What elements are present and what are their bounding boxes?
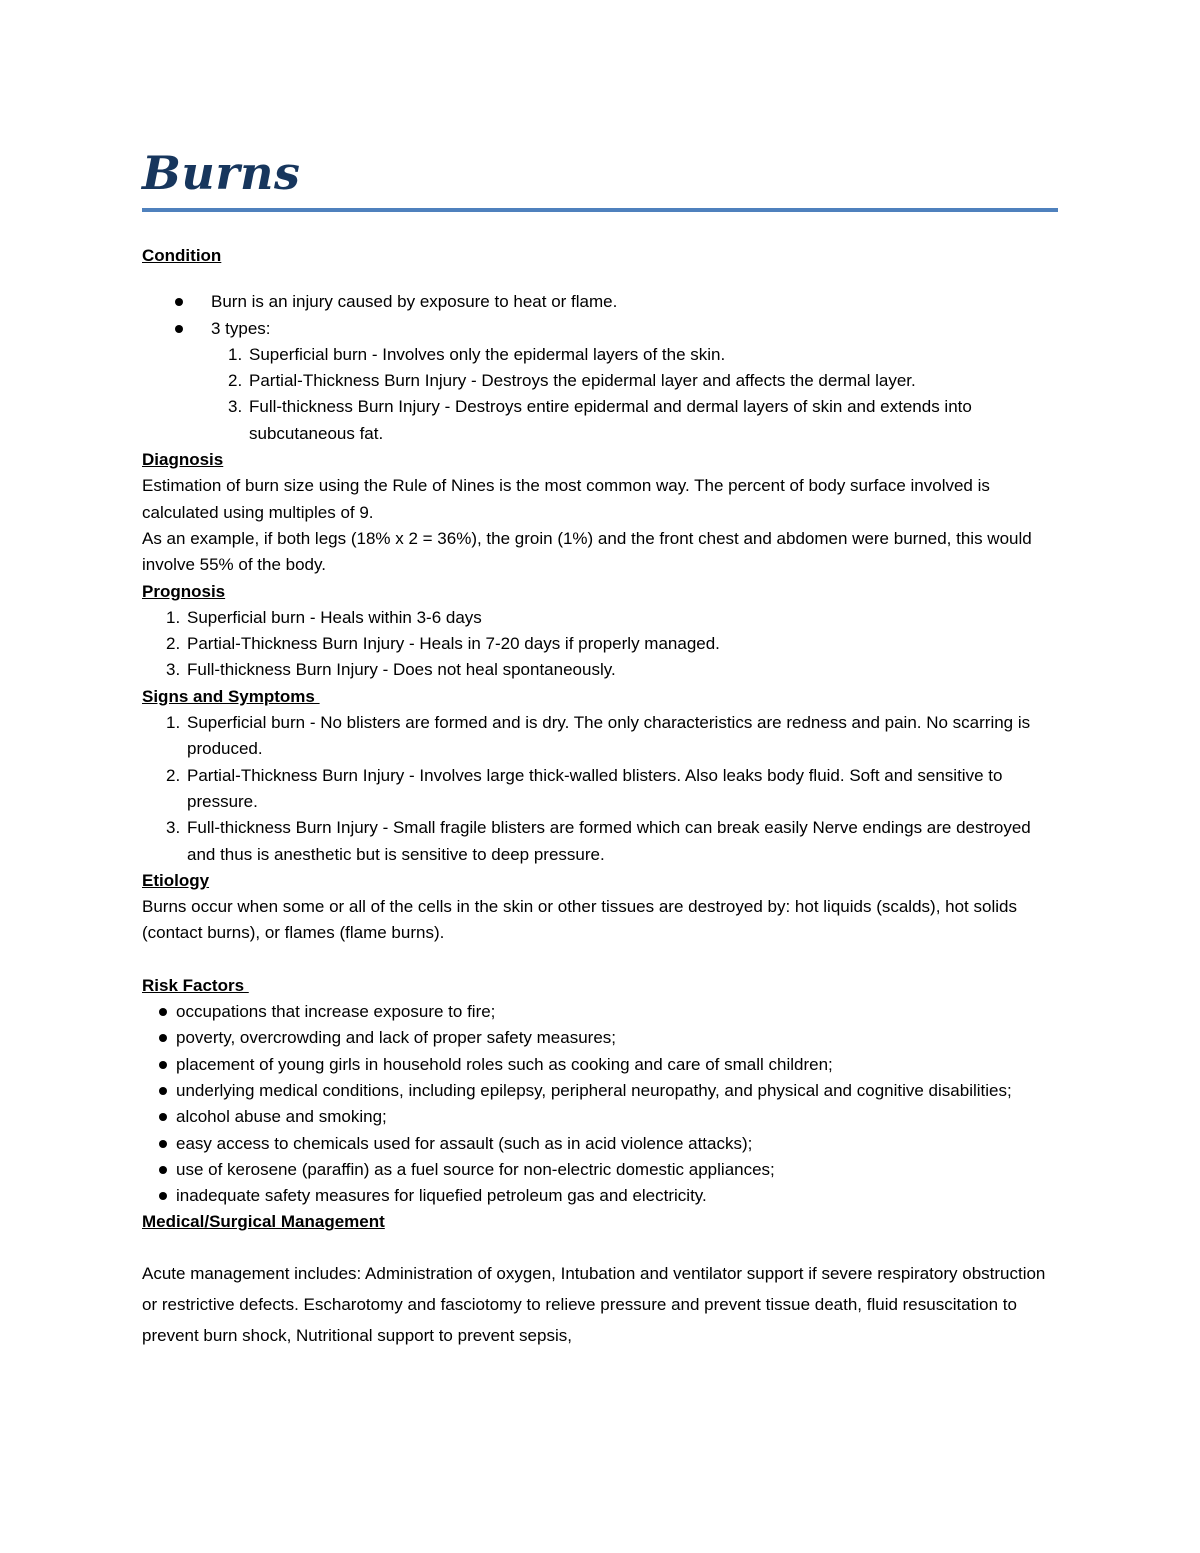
list-item: use of kerosene (paraffin) as a fuel source for non-electric domestic appliances;: [142, 1157, 1062, 1183]
etiology-section: [142, 868, 1062, 947]
signs-symptoms-heading: Signs and Symptoms: [142, 686, 320, 706]
list-item: alcohol abuse and smoking;: [142, 1104, 1062, 1130]
etiology-paragraph: Burns occur when some or all of the cells in the skin or other tissues are destroyed by: hot liquids (scalds), hot solids (contact burns), or flames (flame burns).: [142, 897, 1017, 943]
prognosis-list: [142, 605, 1062, 684]
bullet-icon: [159, 1192, 167, 1200]
list-item: 2. Partial-Thickness Burn Injury - Heals in 7-20 days if properly managed.: [166, 634, 720, 654]
prognosis-section: [142, 579, 1062, 684]
list-item: 1. Superficial burn - No blisters are formed and is dry. The only characteristics are redness and pain. No scarring is produced.: [166, 713, 1031, 759]
signs-symptoms-list: [142, 710, 1062, 868]
document-page: [142, 140, 1062, 1351]
list-item: 1. Superficial burn - Involves only the epidermal layers of the skin.: [228, 344, 726, 364]
risk-factors-heading: Risk Factors: [142, 975, 249, 995]
risk-factors-list: [142, 999, 1062, 1209]
list-item: easy access to chemicals used for assault (such as in acid violence attacks);: [142, 1131, 1062, 1157]
burn-types-list: [142, 342, 1062, 447]
bullet-icon: [175, 325, 183, 333]
list-item: occupations that increase exposure to fire;: [142, 999, 1062, 1025]
bullet-icon: [159, 1113, 167, 1121]
list-item: 2. Partial-Thickness Burn Injury - Destroys the epidermal layer and affects the dermal layer.: [228, 371, 916, 391]
list-item: 2. Partial-Thickness Burn Injury - Involves large thick-walled blisters. Also leaks body fluid. Soft and sensitive to pressure.: [166, 765, 1003, 811]
list-item: placement of young girls in household roles such as cooking and care of small children;: [142, 1052, 1062, 1078]
diagnosis-section: [142, 447, 1062, 578]
signs-symptoms-section: [142, 684, 1062, 868]
list-item: 3. Full-thickness Burn Injury - Destroys entire epidermal and dermal layers of skin and extends into subcutaneous fat.: [228, 397, 972, 443]
management-heading: Medical/Surgical Management: [142, 1212, 385, 1232]
bullet-icon: [159, 1034, 167, 1042]
management-paragraph: Acute management includes: Administration of oxygen, Intubation and ventilator support if severe respiratory obstruction or restrictive defects. Escharotomy and fasciotomy to relieve pressure and prevent tissue death, fluid resuscitation to prevent burn shock, Nutritional support to prevent sepsis,: [142, 1263, 1046, 1345]
bullet-icon: [159, 1087, 167, 1095]
list-item: poverty, overcrowding and lack of proper safety measures;: [142, 1025, 1062, 1051]
management-section: [142, 1209, 1062, 1350]
condition-section: [142, 243, 1062, 447]
bullet-icon: [175, 298, 183, 306]
diagnosis-example-paragraph: As an example, if both legs (18% x 2 = 36%), the groin (1%) and the front chest and abdomen were burned, this would involve 55% of the body.: [142, 528, 1032, 575]
risk-factors-section: [142, 973, 1062, 1210]
diagnosis-paragraph: Estimation of burn size using the Rule of Nines is the most common way. The percent of body surface involved is calculated using multiples of 9.: [142, 476, 990, 522]
list-item: 3 types:: [142, 316, 1062, 342]
list-item: Burn is an injury caused by exposure to heat or flame.: [142, 289, 1062, 315]
list-item: inadequate safety measures for liquefied petroleum gas and electricity.: [142, 1183, 1062, 1209]
page-title: Burns: [142, 146, 301, 200]
title-underline-rule: [142, 208, 1058, 212]
diagnosis-heading: Diagnosis: [142, 450, 224, 470]
condition-heading: Condition: [142, 246, 222, 265]
bullet-icon: [159, 1140, 167, 1148]
etiology-heading: Etiology: [142, 870, 210, 890]
bullet-icon: [159, 1008, 167, 1016]
condition-bullet-list: [142, 289, 1062, 342]
prognosis-heading: Prognosis: [142, 581, 226, 601]
list-item: 1. Superficial burn - Heals within 3-6 days: [166, 607, 482, 627]
list-item: 3. Full-thickness Burn Injury - Does not heal spontaneously.: [166, 660, 616, 680]
list-item: underlying medical conditions, including epilepsy, peripheral neuropathy, and physical and cognitive disabilities;: [142, 1078, 1062, 1104]
bullet-icon: [159, 1061, 167, 1069]
list-item: 3. Full-thickness Burn Injury - Small fragile blisters are formed which can break easily Nerve endings are destroyed and thus is anesthetic but is sensitive to deep pressure.: [166, 818, 1031, 864]
bullet-icon: [159, 1166, 167, 1174]
